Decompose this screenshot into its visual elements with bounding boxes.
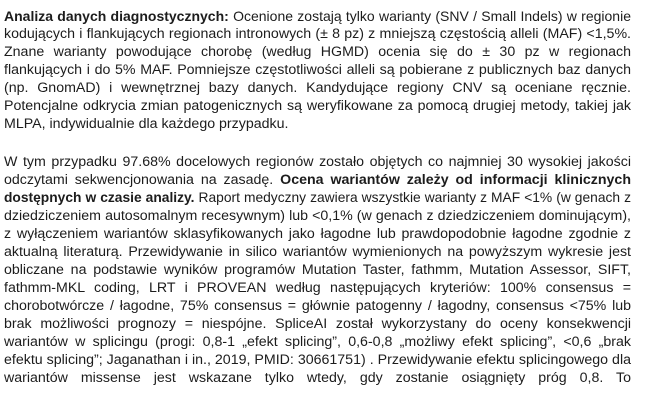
p1-line-7: MLPA, indywidualnie dla każdego przypadku. — [4, 116, 289, 132]
p1-line-5: (np. GnomAD) i wewnętrznej bazy danych. Kandydujące regiony CNV są oceniane ręcznie. — [4, 80, 631, 96]
p2-line-7: obliczane na podstawie wyników programów Mutation Taster, fathmm, Mutation Assessor, SIFT, — [4, 262, 631, 278]
p2-line-11: wariantów w splicingu (progi: 0,8-1 „efekt splicing”, 0,6-0,8 „możliwy efekt splicing”, <0,6 „brak — [4, 334, 631, 350]
p2-line-9: chorobotwórcze / łagodne, 75% consensus = głównie patogenny / łagodny, consensus <75% lub — [4, 298, 631, 314]
p2-line-8: fathmm-MKL coding, LRT i PROVEAN według następujących kryteriów: 100% consensus = — [4, 280, 631, 296]
p1-line-2: kodujących i flankujących regionach intronowych (± 8 pz) z mniejszą częstością alleli (MAF) <1,5%. — [4, 26, 631, 42]
p2-line-5: z wyłączeniem wariantów sklasyfikowanych jako łagodne lub prawdopodobnie łagodne zgodnie z — [4, 226, 631, 242]
p1-line-1-text: Ocenione zostają tylko warianty (SNV / Small Indels) w regionie — [228, 8, 631, 24]
p2-line-2-bold: Ocena wariantów zależy od informacji klinicznych — [280, 172, 631, 188]
p2-line-6: aktualną literaturą. Przewidywanie in silico wariantów wymienionych na powyższym wykresie jest — [4, 244, 631, 260]
p1-line-3: Znane warianty powodujące chorobę (według HGMD) ocenia się do ± 30 pz w regionach — [4, 44, 631, 60]
p1-line-6: Potencjalne odkrycia zmian patogenicznych są weryfikowane za pomocą drugiej metody, takiej jak — [4, 98, 631, 114]
p1-line-4: flankujących i do 5% MAF. Pomniejsze częstotliwości alleli są pobierane z publicznych baz danych — [4, 62, 631, 78]
p2-line-3-bold: dostępnych w czasie analizy. — [4, 190, 195, 205]
p2-line-13: wariantów missense jest wskazane tylko wtedy, gdy zostanie osiągnięty próg 0,8. To — [4, 370, 631, 386]
p2-line-10: brak możliwości prognozy = niespójne. SpliceAI został wykorzystany do oceny konsekwencji — [4, 316, 631, 332]
p1-heading: Analiza danych diagnostycznych: — [4, 8, 229, 24]
p1-line-1 — [4, 7, 631, 25]
p2-line-2-text: odczytami sekwencjonowania na zasadę. — [4, 172, 281, 188]
p2-line-3 — [4, 189, 631, 207]
p2-line-4: dziedziczeniem autosomalnym recesywnym) lub <0,1% (w genach z dziedziczeniem dominującym), — [4, 208, 631, 224]
p2-line-12: efektu splicing”; Jaganathan i in., 2019, PMID: 30661751) . Przewidywanie efektu splicingowego dla — [4, 352, 631, 368]
p2-line-2 — [4, 171, 631, 189]
p2-line-1: W tym przypadku 97.68% docelowych regionów zostało objętych co najmniej 30 wysokiej jakości — [4, 154, 631, 170]
p2-line-3-text: Raport medyczny zawiera wszystkie warianty z MAF <1% (w genach z — [194, 190, 632, 205]
